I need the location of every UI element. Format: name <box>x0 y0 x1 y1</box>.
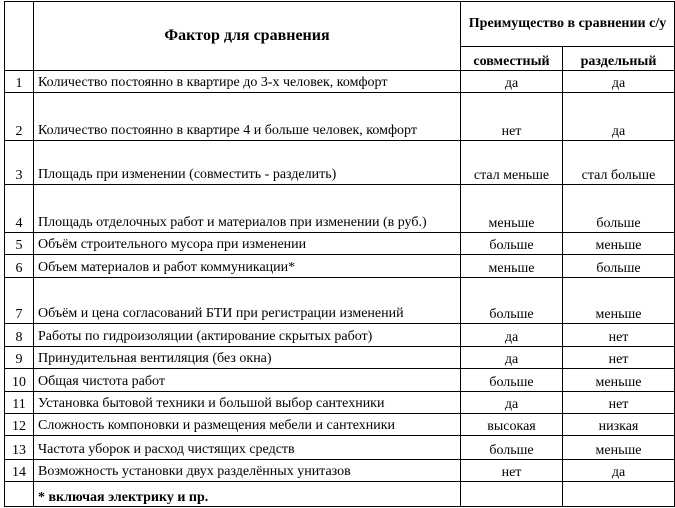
row-combined-value: больше <box>461 233 563 255</box>
row-number: 2 <box>5 93 34 141</box>
row-separate-value: нет <box>563 347 675 369</box>
combined-column-header: совместный <box>461 47 563 71</box>
row-number: 5 <box>5 233 34 255</box>
table-row <box>5 185 675 233</box>
row-combined-value: нет <box>461 460 563 482</box>
advantage-header: Преимущество в сравнении с/у <box>461 2 675 47</box>
row-number: 3 <box>5 141 34 185</box>
row-number: 1 <box>5 71 34 93</box>
header-number-cell <box>5 2 34 71</box>
table-row <box>5 141 675 185</box>
row-number: 7 <box>5 278 34 324</box>
row-combined-value: да <box>461 71 563 93</box>
table-row <box>5 369 675 392</box>
row-combined-value: высокая <box>461 414 563 436</box>
table-row <box>5 414 675 436</box>
row-combined-value: да <box>461 324 563 347</box>
row-separate-value: стал больше <box>563 141 675 185</box>
footnote: * включая электрику и пр. <box>34 482 461 507</box>
row-separate-value: да <box>563 93 675 141</box>
row-combined-value: больше <box>461 278 563 324</box>
comparison-table <box>4 1 675 507</box>
row-factor: Количество постоянно в квартире до 3-х человек, комфорт <box>34 71 461 93</box>
row-number: 14 <box>5 460 34 482</box>
row-combined-value: нет <box>461 93 563 141</box>
row-number: 6 <box>5 255 34 278</box>
table-row <box>5 93 675 141</box>
row-factor: Возможность установки двух разделённых унитазов <box>34 460 461 482</box>
row-separate-value: меньше <box>563 278 675 324</box>
row-separate-value: нет <box>563 392 675 414</box>
row-separate-value: больше <box>563 255 675 278</box>
row-number: 10 <box>5 369 34 392</box>
row-combined-value: меньше <box>461 255 563 278</box>
table-row <box>5 324 675 347</box>
row-number: 9 <box>5 347 34 369</box>
footnote-empty-cell <box>563 482 675 507</box>
row-separate-value: меньше <box>563 436 675 460</box>
row-factor: Площадь при изменении (совместить - разделить) <box>34 141 461 185</box>
table-row <box>5 255 675 278</box>
row-factor: Работы по гидроизоляции (актирование скрытых работ) <box>34 324 461 347</box>
footnote-row <box>5 482 675 507</box>
row-combined-value: меньше <box>461 185 563 233</box>
row-factor: Объём и цена согласований БТИ при регистрации изменений <box>34 278 461 324</box>
row-factor: Частота уборок и расход чистящих средств <box>34 436 461 460</box>
row-separate-value: меньше <box>563 369 675 392</box>
table-row <box>5 278 675 324</box>
row-combined-value: да <box>461 347 563 369</box>
row-separate-value: да <box>563 71 675 93</box>
table-body <box>5 71 675 482</box>
footnote-number-cell <box>5 482 34 507</box>
separate-column-header: раздельный <box>563 47 675 71</box>
row-combined-value: больше <box>461 369 563 392</box>
row-separate-value: нет <box>563 324 675 347</box>
row-separate-value: низкая <box>563 414 675 436</box>
row-number: 4 <box>5 185 34 233</box>
row-factor: Площадь отделочных работ и материалов при изменении (в руб.) <box>34 185 461 233</box>
table-row <box>5 460 675 482</box>
row-factor: Принудительная вентиляция (без окна) <box>34 347 461 369</box>
table-row <box>5 233 675 255</box>
row-combined-value: стал меньше <box>461 141 563 185</box>
table-row <box>5 347 675 369</box>
header-row <box>5 2 675 47</box>
factor-header: Фактор для сравнения <box>34 2 461 71</box>
row-combined-value: больше <box>461 436 563 460</box>
row-factor: Общая чистота работ <box>34 369 461 392</box>
row-number: 11 <box>5 392 34 414</box>
table-row <box>5 71 675 93</box>
footnote-empty-cell <box>461 482 563 507</box>
row-separate-value: да <box>563 460 675 482</box>
row-factor: Объём строительного мусора при изменении <box>34 233 461 255</box>
table-row <box>5 436 675 460</box>
table-row <box>5 392 675 414</box>
row-number: 8 <box>5 324 34 347</box>
row-factor: Установка бытовой техники и большой выбор сантехники <box>34 392 461 414</box>
row-factor: Количество постоянно в квартире 4 и больше человек, комфорт <box>34 93 461 141</box>
row-number: 13 <box>5 436 34 460</box>
row-separate-value: меньше <box>563 233 675 255</box>
row-combined-value: да <box>461 392 563 414</box>
row-separate-value: больше <box>563 185 675 233</box>
row-factor: Сложность компоновки и размещения мебели и сантехники <box>34 414 461 436</box>
row-number: 12 <box>5 414 34 436</box>
row-factor: Объем материалов и работ коммуникации* <box>34 255 461 278</box>
